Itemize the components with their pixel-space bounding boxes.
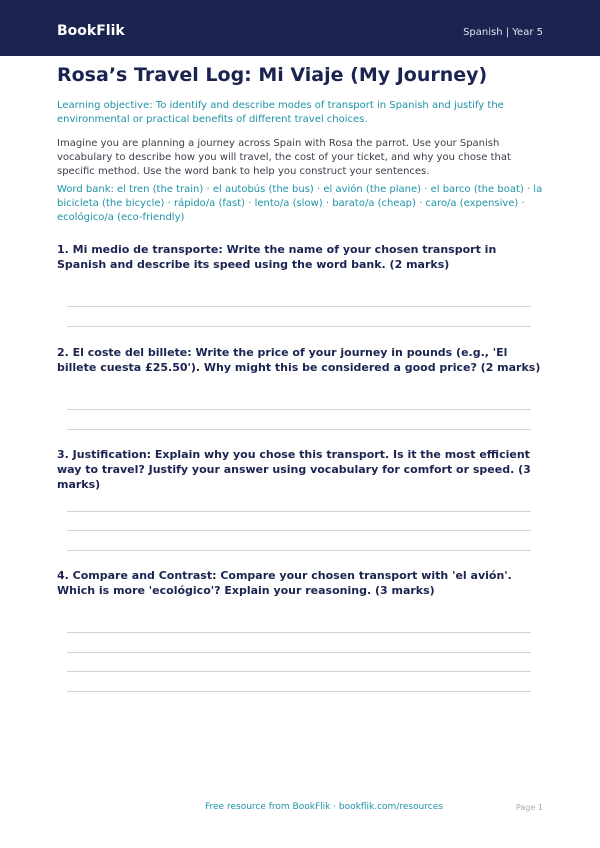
answer-line[interactable] bbox=[67, 671, 531, 672]
question-3: 3. Justification: Explain why you chose this transport. Is it the most efficient way to travel? Justify your answer using vocabulary for comfort or speed. (3 marks) bbox=[57, 448, 531, 491]
answer-line[interactable] bbox=[67, 306, 531, 307]
worksheet-title: Rosa’s Travel Log: Mi Viaje (My Journey) bbox=[57, 64, 488, 86]
answer-line[interactable] bbox=[67, 652, 531, 653]
footer-resource-link[interactable]: Free resource from BookFlik · bookflik.com/resources bbox=[205, 802, 443, 812]
answer-line[interactable] bbox=[67, 530, 531, 531]
answer-line[interactable] bbox=[67, 511, 531, 512]
answer-line[interactable] bbox=[67, 429, 531, 430]
intro-paragraph: Imagine you are planning a journey across Spain with Rosa the parrot. Use your Spanish vocabulary to describe how you will travel, the cost of your ticket, and why you chose that specific method. Use the word bank to help you construct your sentences. bbox=[57, 138, 511, 177]
word-bank: Word bank: el tren (the train) · el autobús (the bus) · el avión (the plane) · el barco (the boat) · la bicicleta (the bicycle) · rápido/a (fast) · lento/a (slow) · barato/a (cheap) · caro/a (expensive) · ecológico/a (eco-friendly) bbox=[57, 184, 543, 223]
question-4: 4. Compare and Contrast: Compare your chosen transport with 'el avión'. Which is more 'ecológico'? Explain your reasoning. (3 marks) bbox=[57, 569, 512, 597]
learning-objective: Learning objective: To identify and describe modes of transport in Spanish and justify the environmental or practical benefits of different travel choices. bbox=[57, 100, 504, 125]
answer-line[interactable] bbox=[67, 326, 531, 327]
answer-line[interactable] bbox=[67, 409, 531, 410]
brand-logo-text[interactable]: BookFlik bbox=[57, 23, 125, 39]
question-1: 1. Mi medio de transporte: Write the name of your chosen transport in Spanish and describe its speed using the word bank. (2 marks) bbox=[57, 243, 497, 271]
answer-line[interactable] bbox=[67, 632, 531, 633]
subject-year-label: Spanish | Year 5 bbox=[463, 27, 543, 38]
answer-line[interactable] bbox=[67, 550, 531, 551]
question-2: 2. El coste del billete: Write the price of your journey in pounds (e.g., 'El billete cuesta £25.50'). Why might this be considered a good price? (2 marks) bbox=[57, 346, 541, 374]
header-bar bbox=[0, 0, 600, 56]
answer-line[interactable] bbox=[67, 691, 531, 692]
page-number: Page 1 bbox=[516, 803, 543, 812]
